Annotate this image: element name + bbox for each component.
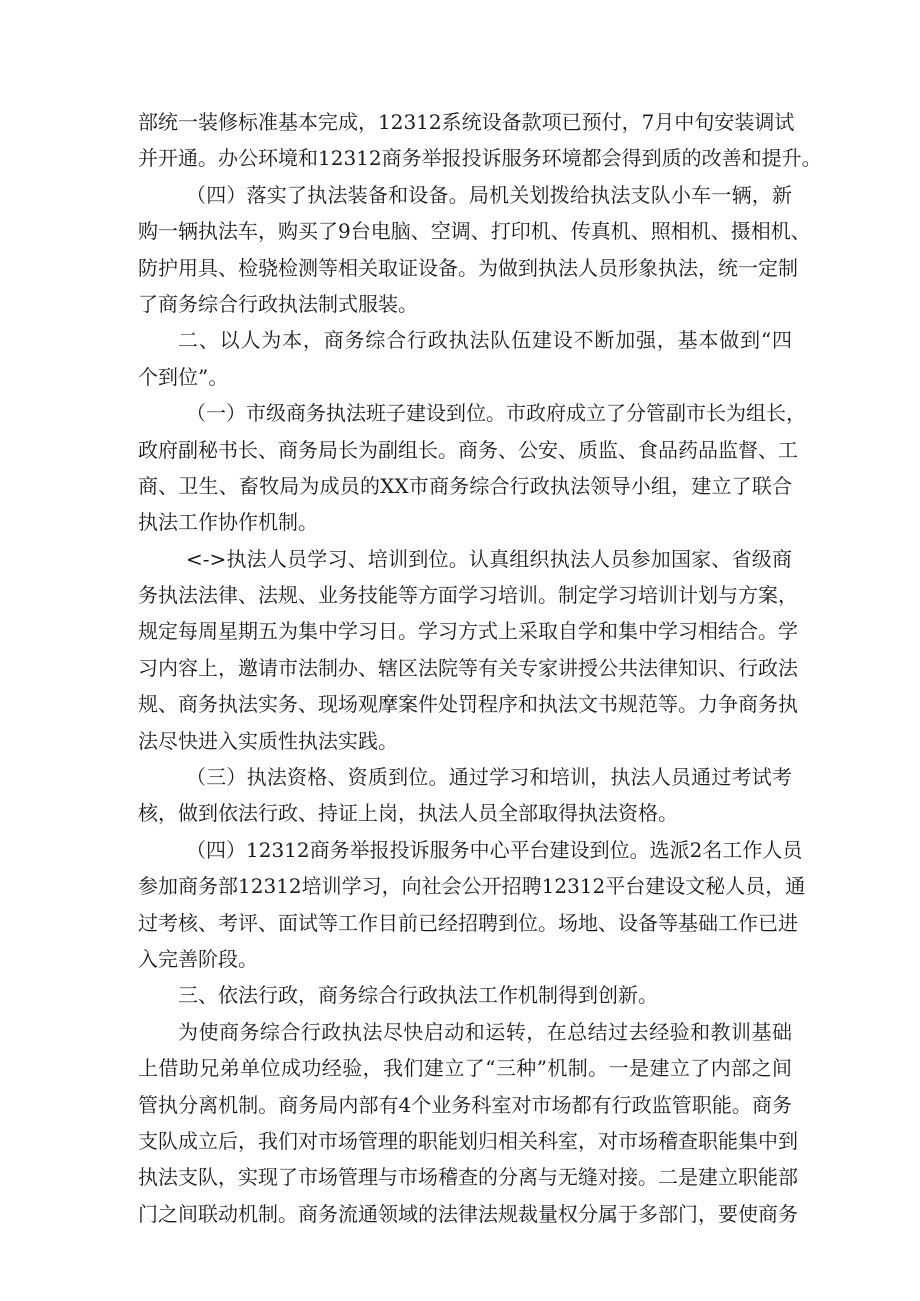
text-line: 个到位”。: [138, 364, 229, 389]
text-line: 门之间联动机制。商务流通领域的法律法规裁量权分属于多部门，要使商务: [138, 1201, 798, 1226]
text-line: 过考核、考评、面试等工作目前已经招聘到位。场地、设备等基础工作已进: [138, 910, 798, 935]
text-line: 支队成立后，我们对市场管理的职能划归相关科室，对市场稽查职能集中到: [138, 1128, 798, 1153]
para-decoration-continued: [138, 104, 822, 177]
text-line: （四）落实了执法装备和设备。局机关划拨给执法支队小车一辆，新: [186, 182, 792, 207]
text-line: 管执分离机制。商务局内部有4个业务科室对市场都有行政监管职能。商务: [138, 1092, 792, 1117]
para-section-two-heading: [138, 322, 792, 395]
para-training: [138, 541, 798, 759]
para-section-three-heading: [138, 977, 792, 1013]
text-line: （四）12312商务举报投诉服务中心平台建设到位。选派2名工作人员: [186, 837, 803, 862]
text-line: 部统一装修标准基本完成，12312系统设备款项已预付，7月中旬安装调试: [138, 110, 795, 134]
text-line: 法尽快进入实质性执法实践。: [138, 728, 398, 753]
text-line: 规定每周星期五为集中学习日。学习方式上采取自学和集中学习相结合。学: [138, 619, 798, 644]
document-page: [138, 104, 822, 1232]
text-line: 商、卫生、畜牧局为成员的XX市商务综合行政执法领导小组，建立了联合: [138, 473, 792, 498]
text-line: （一）市级商务执法班子建设到位。市政府成立了分管副市长为组长，: [186, 401, 806, 426]
text-line: 规、商务执法实务、现场观摩案件处罚程序和执法文书规范等。力争商务执: [138, 692, 798, 717]
text-line: 二、以人为本，商务综合行政执法队伍建设不断加强，基本做到“四: [178, 328, 792, 353]
text-line: 防护用具、检骁检测等相关取证设备。为做到执法人员形象执法，统一定制: [138, 255, 798, 280]
text-line: 政府副秘书长、商务局长为副组长。商务、公安、质监、食品药品监督、工: [138, 437, 798, 462]
text-line: 三、依法行政，商务综合行政执法工作机制得到创新。: [178, 983, 658, 1008]
text-line: 入完善阶段。: [138, 946, 258, 971]
text-line: 执法支队，实现了市场管理与市场稽查的分离与无缝对接。二是建立职能部: [138, 1165, 798, 1190]
text-line: 务执法法律、法规、业务技能等方面学习培训。制定学习培训计划与方案，: [138, 583, 798, 608]
text-line: 了商务综合行政执法制式服装。: [138, 291, 418, 316]
text-line: <->执法人员学习、培训到位。认真组织执法人员参加国家、省级商: [186, 546, 792, 571]
text-line: 为使商务综合行政执法尽快启动和运转，在总结过去经验和教训基础: [178, 1019, 792, 1044]
text-line: 上借助兄弟单位成功经验，我们建立了“三种”机制。一是建立了内部之间: [138, 1056, 792, 1081]
text-line: 核，做到依法行政、持证上岗，执法人员全部取得执法资格。: [138, 801, 678, 826]
text-line: 执法工作协作机制。: [138, 510, 318, 535]
para-leadership: [138, 395, 806, 541]
text-line: 并开通。办公环境和12312商务举报投诉服务环境都会得到质的改善和提升。: [138, 146, 822, 171]
text-line: （三）执法资格、资质到位。通过学习和培训，执法人员通过考试考: [186, 765, 792, 790]
para-equipment: [138, 177, 811, 323]
para-12312-center: [138, 832, 806, 978]
para-mechanisms: [138, 1014, 798, 1232]
para-qualification: [138, 759, 792, 832]
text-line: 习内容上，邀请市法制办、辖区法院等有关专家讲授公共法律知识、行政法: [138, 655, 798, 680]
text-line: 购一辆执法车，购买了9台电脑、空调、打印机、传真机、照相机、摄相机、: [138, 219, 811, 244]
text-line: 参加商务部12312培训学习，向社会公开招聘12312平台建设文秘人员，通: [138, 874, 806, 899]
